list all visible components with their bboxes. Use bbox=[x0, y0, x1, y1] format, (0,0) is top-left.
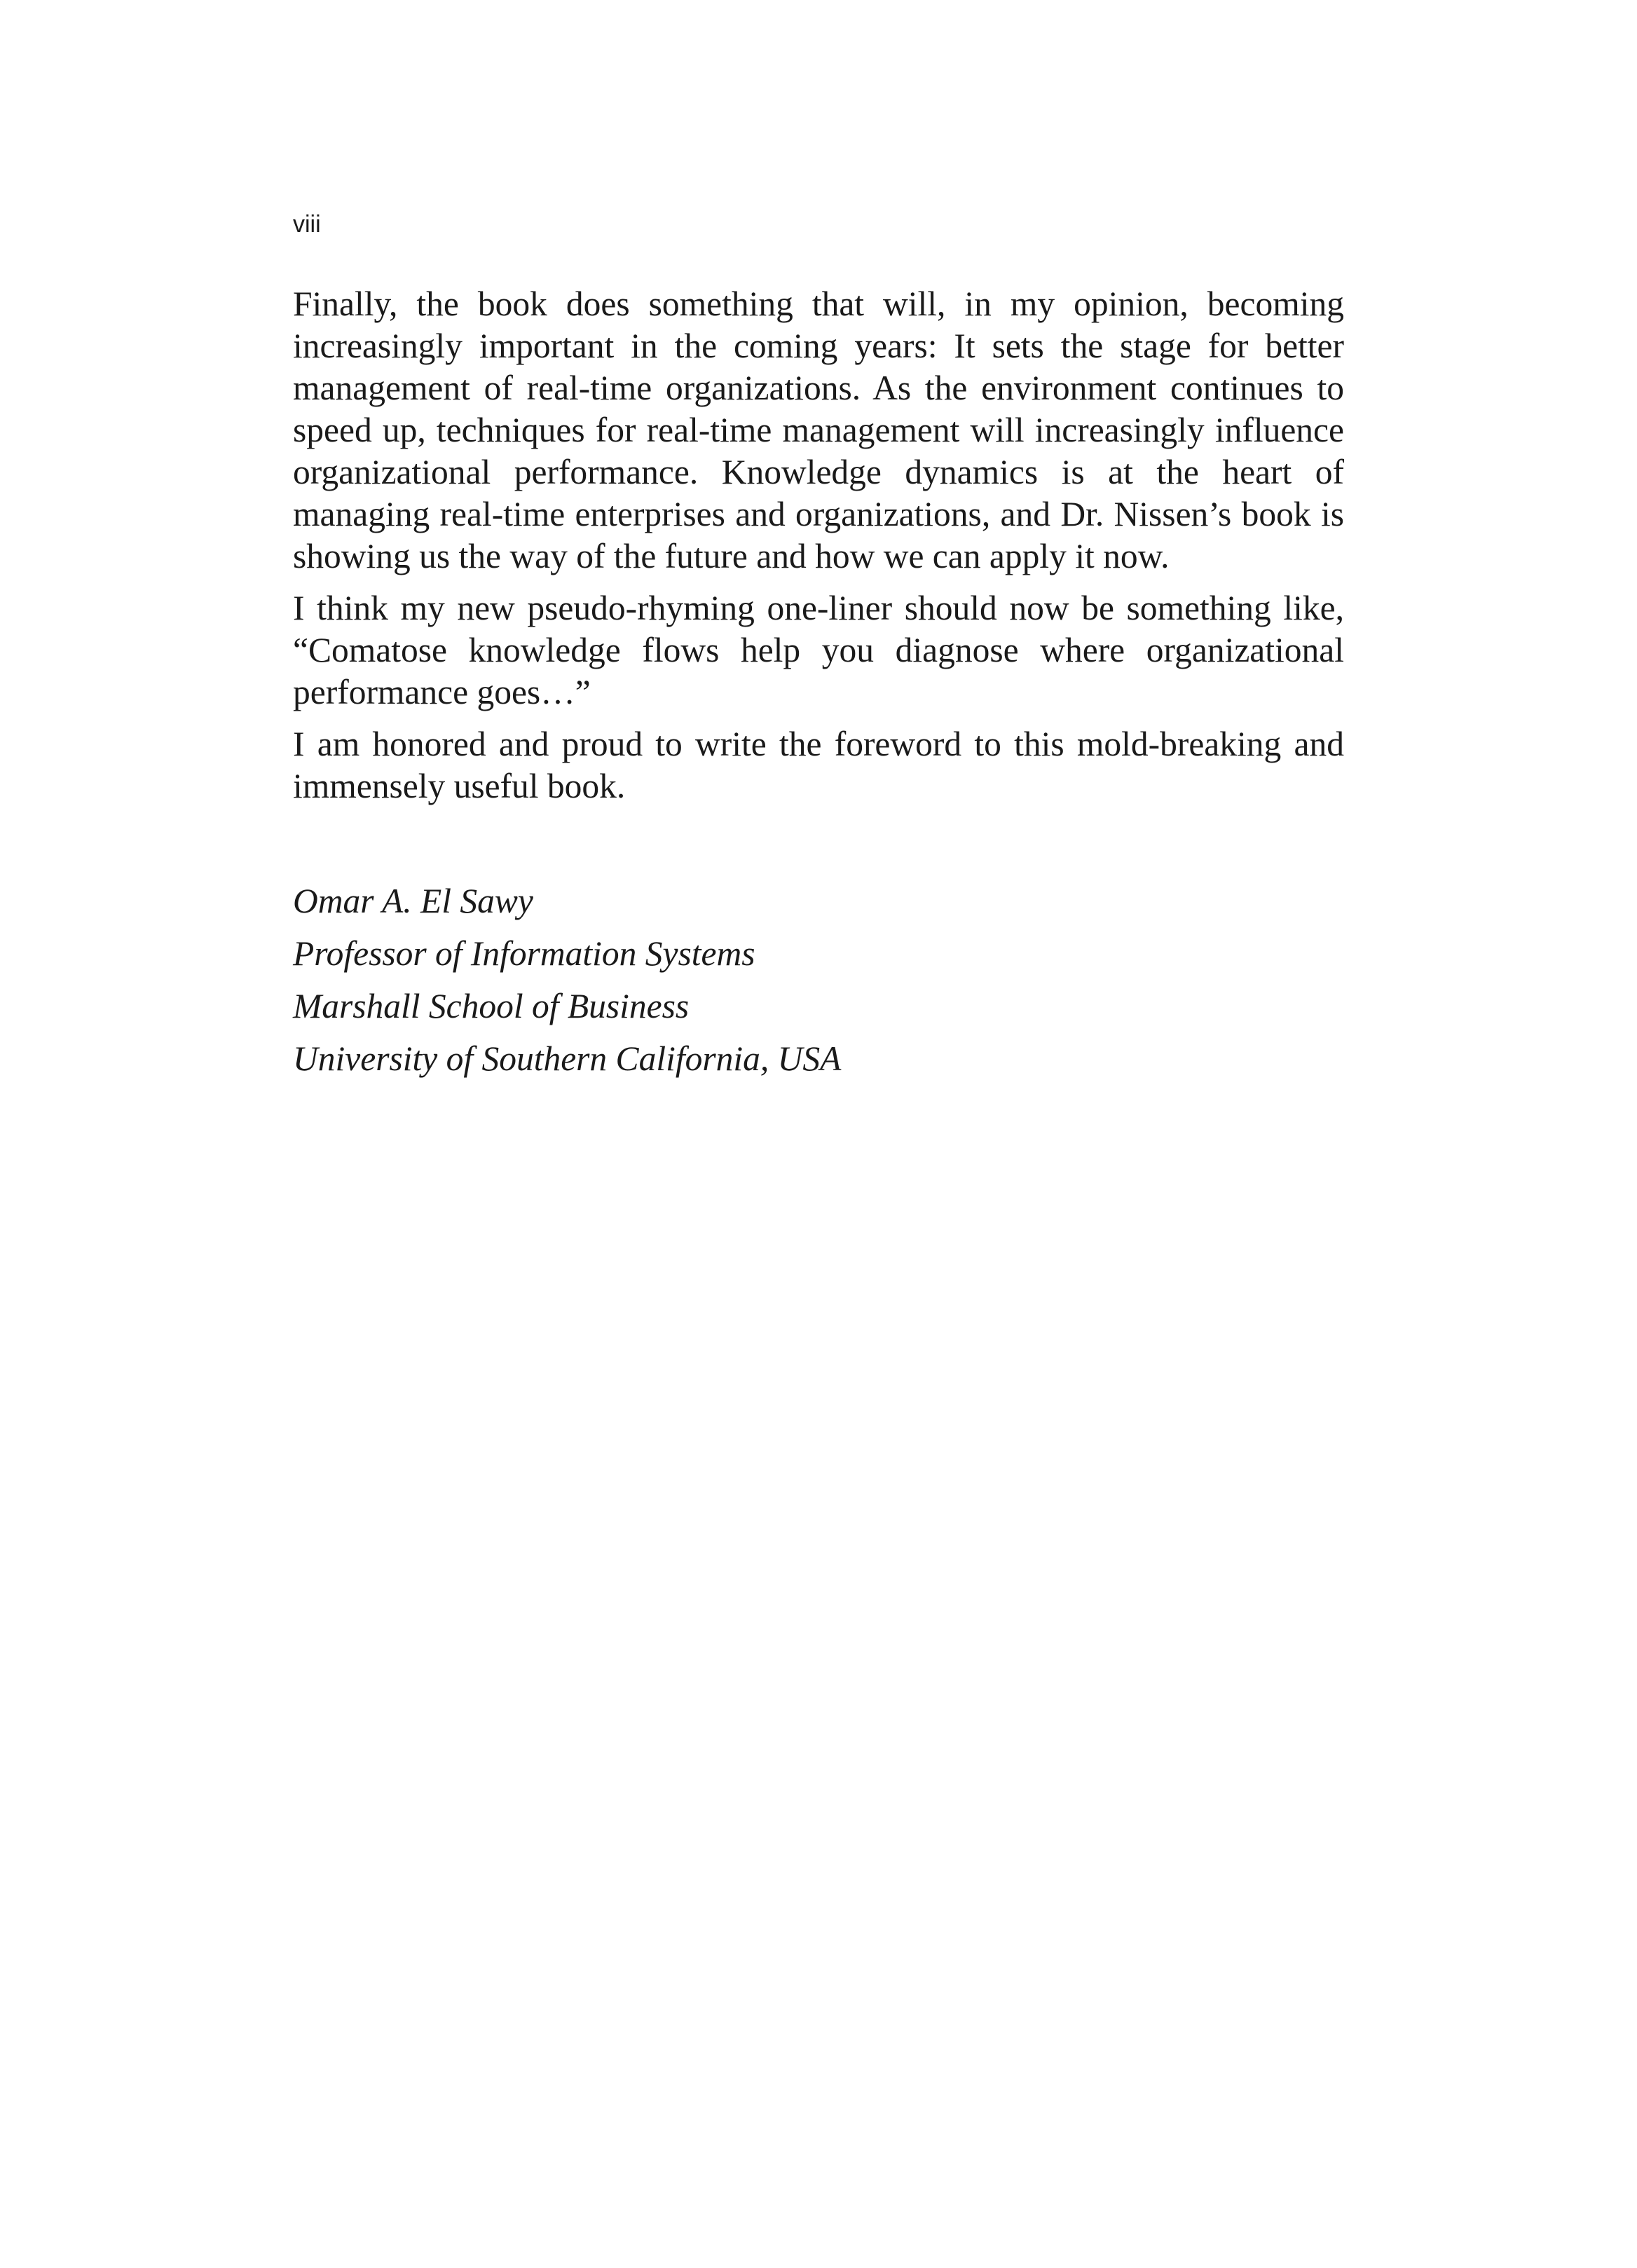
signature-block bbox=[293, 875, 1344, 1085]
signature-school: Marshall School of Business bbox=[293, 987, 690, 1025]
signature-title: Professor of Information Systems bbox=[293, 934, 755, 973]
signature-university: University of Southern California, USA bbox=[293, 1039, 842, 1078]
paragraph-honored: I am honored and proud to write the foreword to this mold-breaking and immensely useful book. bbox=[293, 725, 1344, 805]
signature-name: Omar A. El Sawy bbox=[293, 882, 533, 920]
page-number: viii bbox=[293, 211, 321, 238]
foreword-body bbox=[293, 283, 1344, 817]
paragraph-one-liner: I think my new pseudo-rhyming one-liner should now be something like, “Comatose knowledge flows help you diagnose where organizational performance goes…” bbox=[293, 589, 1344, 711]
paragraph-real-time-management: Finally, the book does something that will, in my opinion, becoming increasingly important in the coming years: It sets the stage for better management of real-time organizations. As the environment continues to speed up, techniques for real-time management will increasingly influence organizational performance. Knowledge dynamics is at the heart of managing real-time enterprises and organizations, and Dr. Nissen’s book is showing us the way of the future and how we can apply it now. bbox=[293, 285, 1344, 575]
